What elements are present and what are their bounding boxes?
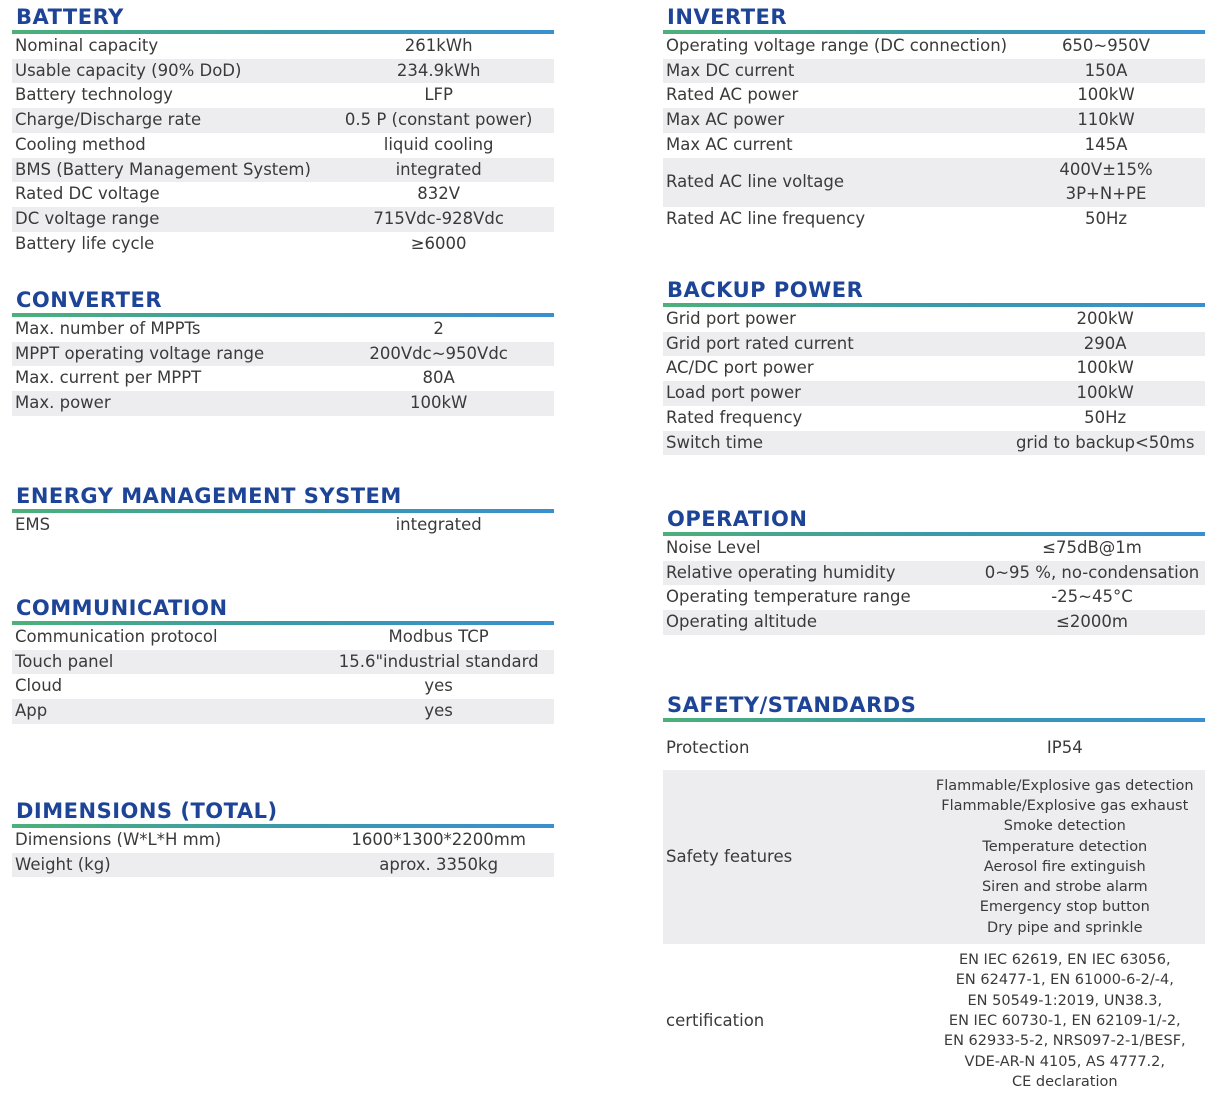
spec-value: ≥6000 bbox=[410, 233, 467, 253]
spec-label: Max. number of MPPTs bbox=[15, 319, 201, 338]
section-title: OPERATION bbox=[667, 507, 808, 531]
spec-value-line: Dry pipe and sprinkle bbox=[987, 919, 1143, 936]
spec-label: AC/DC port power bbox=[666, 358, 814, 378]
spec-value-line: 3P+N+PE bbox=[1065, 184, 1147, 204]
spec-row bbox=[663, 133, 1205, 158]
spec-table bbox=[12, 317, 554, 416]
spec-table bbox=[12, 513, 554, 538]
spec-value-line: EN 62477-1, EN 61000-6-2/-4, bbox=[955, 972, 1174, 989]
spec-value: 100kW bbox=[1077, 85, 1135, 105]
spec-value: 0.5 P (constant power) bbox=[344, 110, 533, 130]
spec-row bbox=[663, 307, 1205, 332]
spec-value: 650~950V bbox=[1061, 36, 1151, 55]
spec-table bbox=[12, 625, 554, 724]
section-operation bbox=[663, 507, 1205, 635]
section-divider bbox=[663, 718, 1205, 722]
section-safety-standards bbox=[663, 693, 1205, 1098]
spec-row bbox=[663, 406, 1205, 431]
spec-value: 100kW bbox=[1076, 358, 1134, 378]
spec-row bbox=[12, 650, 554, 675]
spec-row bbox=[12, 133, 554, 158]
spec-value bbox=[925, 770, 1205, 944]
spec-value-line: VDE-AR-N 4105, AS 4777.2, bbox=[964, 1053, 1165, 1070]
spec-row bbox=[12, 625, 554, 650]
spec-label: Relative operating humidity bbox=[666, 562, 896, 582]
spec-label: Rated DC voltage bbox=[15, 184, 160, 204]
spec-row bbox=[12, 853, 554, 878]
spec-label: Max AC power bbox=[666, 110, 785, 130]
spec-value-line: Flammable/Explosive gas exhaust bbox=[941, 798, 1189, 814]
spec-row bbox=[12, 513, 554, 538]
spec-row bbox=[12, 34, 554, 59]
spec-value: 150A bbox=[1084, 60, 1128, 80]
spec-value-line: EN 50549-1:2019, UN38.3, bbox=[967, 992, 1163, 1009]
spec-row bbox=[663, 610, 1205, 635]
spec-value-line: Aerosol fire extinguish bbox=[983, 858, 1146, 875]
spec-table bbox=[663, 536, 1205, 635]
spec-value bbox=[1046, 158, 1166, 207]
spec-value: ≤75dB@1m bbox=[1042, 538, 1142, 557]
spec-label: Grid port power bbox=[666, 309, 796, 328]
spec-label: EMS bbox=[15, 515, 51, 534]
spec-row bbox=[663, 59, 1205, 84]
spec-row bbox=[12, 699, 554, 724]
section-communication bbox=[12, 596, 554, 724]
spec-label: Max. power bbox=[15, 393, 111, 413]
spec-row bbox=[12, 232, 554, 257]
spec-label: Nominal capacity bbox=[15, 36, 159, 55]
spec-value: 234.9kWh bbox=[396, 60, 481, 80]
spec-label: Rated AC line voltage bbox=[666, 171, 844, 191]
spec-label: Weight (kg) bbox=[15, 854, 111, 874]
spec-value: 1600*1300*2200mm bbox=[351, 830, 526, 849]
spec-label: Rated frequency bbox=[666, 407, 803, 427]
spec-row bbox=[12, 828, 554, 853]
spec-label: Max DC current bbox=[666, 60, 795, 80]
spec-row bbox=[663, 561, 1205, 586]
spec-label: Operating altitude bbox=[666, 612, 818, 632]
spec-row bbox=[12, 674, 554, 699]
spec-row bbox=[663, 332, 1205, 357]
section-inverter bbox=[663, 5, 1205, 232]
spec-row bbox=[12, 83, 554, 108]
spec-row bbox=[663, 34, 1205, 59]
spec-label: Rated AC power bbox=[666, 85, 799, 105]
section-title: BACKUP POWER bbox=[667, 278, 864, 302]
spec-label: Grid port rated current bbox=[666, 333, 854, 353]
spec-row bbox=[12, 108, 554, 133]
spec-table bbox=[12, 34, 554, 256]
spec-value: ≤2000m bbox=[1056, 612, 1128, 632]
spec-row bbox=[12, 317, 554, 342]
spec-value: 2 bbox=[433, 319, 444, 338]
spec-value: grid to backup<50ms bbox=[1015, 432, 1195, 452]
spec-table bbox=[663, 307, 1205, 455]
spec-value: yes bbox=[424, 701, 453, 721]
spec-value: 0~95 %, no-condensation bbox=[984, 562, 1200, 582]
section-title: ENERGY MANAGEMENT SYSTEM bbox=[16, 484, 402, 508]
section-title: COMMUNICATION bbox=[16, 596, 228, 620]
spec-row bbox=[663, 736, 1205, 770]
section-ems bbox=[12, 484, 554, 538]
spec-value-line: Temperature detection bbox=[982, 838, 1148, 855]
spec-value: IP54 bbox=[1046, 738, 1083, 757]
spec-value: yes bbox=[424, 676, 453, 696]
spec-value: 832V bbox=[417, 184, 461, 204]
spec-value bbox=[925, 944, 1205, 1098]
spec-row bbox=[663, 356, 1205, 381]
spec-label: Safety features bbox=[666, 846, 793, 866]
spec-value: -25~45°C bbox=[1051, 587, 1133, 607]
spec-label: certification bbox=[666, 1010, 765, 1030]
spec-row bbox=[663, 207, 1205, 232]
section-converter bbox=[12, 288, 554, 416]
spec-value-line: EN IEC 60730-1, EN 62109-1/-2, bbox=[948, 1012, 1181, 1029]
spec-value-line: Flammable/Explosive gas detection bbox=[935, 777, 1194, 794]
spec-label: Switch time bbox=[666, 432, 764, 452]
spec-value-line: CE declaration bbox=[1012, 1073, 1118, 1090]
spec-value-line: EN IEC 62619, EN IEC 63056, bbox=[958, 952, 1171, 969]
spec-row bbox=[12, 207, 554, 232]
spec-row bbox=[663, 536, 1205, 561]
spec-label: Max AC current bbox=[666, 134, 793, 154]
section-title: BATTERY bbox=[16, 5, 124, 29]
spec-value-line: EN 62933-5-2, NRS097-2-1/BESF, bbox=[943, 1033, 1186, 1050]
spec-row bbox=[12, 342, 554, 367]
spec-value: liquid cooling bbox=[383, 134, 494, 154]
spec-label: Cloud bbox=[15, 676, 63, 696]
spec-label: Protection bbox=[666, 738, 750, 757]
spec-label: Load port power bbox=[666, 383, 801, 403]
spec-value: Modbus TCP bbox=[388, 627, 489, 646]
spec-value: 100kW bbox=[1076, 383, 1134, 403]
spec-label: Usable capacity (90% DoD) bbox=[15, 60, 242, 80]
spec-row bbox=[663, 108, 1205, 133]
spec-label: Communication protocol bbox=[15, 627, 218, 646]
spec-label: Max. current per MPPT bbox=[15, 368, 202, 388]
spec-table bbox=[663, 736, 1205, 1098]
spec-row bbox=[12, 158, 554, 183]
section-title: CONVERTER bbox=[16, 288, 163, 312]
spec-row bbox=[663, 431, 1205, 456]
spec-value: 110kW bbox=[1077, 110, 1135, 130]
spec-value: 145A bbox=[1084, 134, 1128, 154]
spec-value: integrated bbox=[395, 515, 482, 534]
section-backup-power bbox=[663, 278, 1205, 455]
spec-row bbox=[663, 381, 1205, 406]
spec-value: 715Vdc-928Vdc bbox=[373, 208, 504, 228]
spec-label: BMS (Battery Management System) bbox=[15, 159, 311, 179]
spec-value: 261kWh bbox=[404, 36, 473, 55]
spec-label: Rated AC line frequency bbox=[666, 208, 866, 228]
spec-label: Battery life cycle bbox=[15, 233, 155, 253]
section-dimensions bbox=[12, 799, 554, 877]
spec-row bbox=[663, 585, 1205, 610]
spec-row bbox=[12, 59, 554, 84]
spec-value: 50Hz bbox=[1084, 208, 1128, 228]
spec-row bbox=[12, 391, 554, 416]
spec-value: 200Vdc~950Vdc bbox=[369, 343, 508, 363]
spec-value: 200kW bbox=[1076, 309, 1134, 328]
spec-value: integrated bbox=[395, 159, 482, 179]
spec-value: 50Hz bbox=[1084, 407, 1127, 427]
spec-row bbox=[12, 366, 554, 391]
section-title: SAFETY/STANDARDS bbox=[667, 693, 917, 717]
spec-label: Battery technology bbox=[15, 85, 173, 105]
spec-value: 15.6"industrial standard bbox=[338, 651, 539, 671]
spec-row bbox=[663, 158, 1205, 207]
spec-label: DC voltage range bbox=[15, 208, 160, 228]
section-battery bbox=[12, 5, 554, 256]
spec-label: Charge/Discharge rate bbox=[15, 110, 202, 130]
spec-label: Operating temperature range bbox=[666, 587, 911, 607]
spec-table bbox=[12, 828, 554, 877]
spec-value-line: 400V±15% bbox=[1059, 159, 1153, 179]
spec-value: LFP bbox=[424, 85, 453, 105]
spec-value: aprox. 3350kg bbox=[379, 854, 499, 874]
spec-row bbox=[12, 182, 554, 207]
spec-value: 80A bbox=[422, 368, 455, 388]
spec-label: Touch panel bbox=[15, 651, 114, 671]
spec-row bbox=[663, 83, 1205, 108]
spec-label: Dimensions (W*L*H mm) bbox=[15, 830, 222, 849]
spec-row bbox=[663, 944, 1205, 1098]
section-title: INVERTER bbox=[667, 5, 788, 29]
spec-label: MPPT operating voltage range bbox=[15, 343, 265, 363]
spec-label: Operating voltage range (DC connection) bbox=[666, 36, 1008, 55]
spec-table bbox=[663, 34, 1205, 232]
spec-value-line: Emergency stop button bbox=[979, 899, 1150, 916]
section-title: DIMENSIONS (TOTAL) bbox=[16, 799, 278, 823]
spec-row bbox=[663, 770, 1205, 944]
spec-value-line: Smoke detection bbox=[1003, 818, 1126, 835]
spec-value: 100kW bbox=[409, 393, 468, 413]
spec-label: App bbox=[15, 701, 48, 721]
spec-value: 290A bbox=[1083, 333, 1127, 353]
spec-value-line: Siren and strobe alarm bbox=[981, 879, 1148, 896]
spec-label: Noise Level bbox=[666, 538, 761, 557]
spec-label: Cooling method bbox=[15, 134, 146, 154]
